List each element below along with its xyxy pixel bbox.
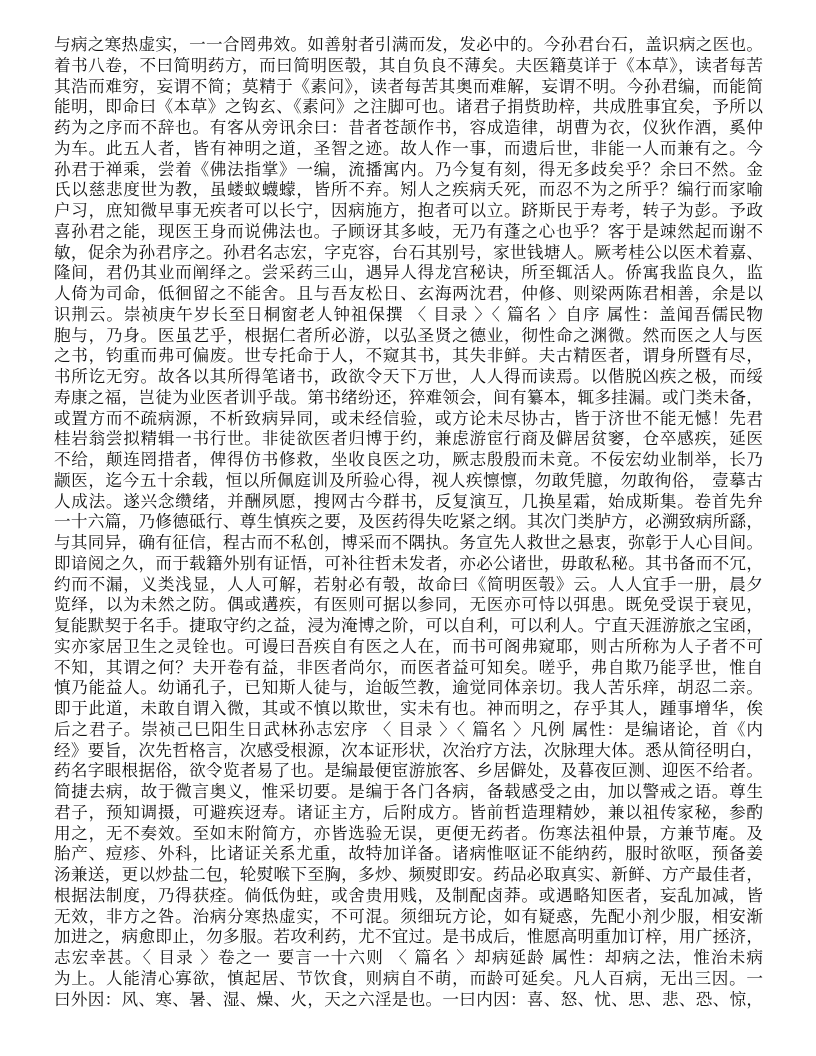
text-line: 与病之寒热虚实，一一合罔弗效。如善射者引满而发，发必中的。今孙君台石，盖识病之医也。	[54, 35, 763, 54]
text-line: 识荆云。崇祯庚午岁长至日桐窗老人钟祖保撰 〈 目录 〉〈 篇名 〉自序 属性：盖闻吾儒民物	[54, 304, 763, 324]
text-line: 根据法制度，乃得获痊。倘低伪蛀，或舍贵用贱，及制配卤莽。或遇略知医者，妄乱加减，皆	[54, 885, 763, 905]
text-line: 为上。人能清心寡欲，慎起居、节饮食，则病自不萌，而龄可延矣。凡人百病，无出三因。一	[54, 968, 763, 988]
text-line: 用之，无不奏效。至如末附简方，亦皆选验无误，更便无药者。伤寒法祖仲景，方兼节庵。及	[54, 823, 763, 843]
text-line: 人倚为司命，低徊留之不能舍。且与吾友松日、玄海两沈君，仲修、则梁两陈君相善，余是以	[54, 284, 763, 303]
text-line: 孙君于禅乘，尝着《佛法指掌》一编，流播寓内。乃今复有刻，得无多歧矣乎？余曰不然。金	[54, 159, 763, 179]
text-line: 药为之序而不辞也。有客从旁讯余曰：昔者苍颉作书，容成造律，胡曹为衣，仪狄作酒，奚仲	[54, 118, 763, 137]
text-line: 览绎，以为未然之防。偶或遘疾，有医则可据以参同，无医亦可恃以弭患。既免受误于衰见，	[54, 595, 763, 615]
text-line: 人成法。遂兴念缵绪，并酬夙愿，搜网古今群书，反复演互，几换星霜，始成斯集。卷首先弁	[54, 491, 763, 511]
text-line: 约而不漏，义类浅显，人人可解，若射必有彀，故命曰《简明医彀》云。人人宜手一册，晨夕	[54, 574, 763, 594]
text-line: 简捷去病，故于微言奥义，惟采切要。是编于各门各病，备载感受之由，加以警戒之语。尊生	[54, 782, 763, 801]
text-line: 君子，预知调摄，可避疾迓寿。诸证主方，后附成方。皆前哲造理精妙，兼以祖传家秘，参酌	[54, 802, 763, 822]
text-line: 曰外因：风、寒、暑、湿、燥、火，天之六淫是也。一曰内因：喜、怒、忧、思、悲、恐、惊，	[54, 989, 763, 1009]
text-line: 桂岩翁尝拟精辑一书行世。非徒欲医者归博于约，兼虑游宦行商及僻居贫窭，仓卒感疾，延医	[54, 429, 763, 449]
text-line: 着书八卷，不曰简明药方，而曰简明医彀，其自负良不薄矣。夫医籍莫详于《本草》，读者每苦	[54, 55, 763, 75]
text-line: 后之君子。崇祯己巳阳生日武林孙志宏序 〈 目录 〉〈 篇名 〉凡例 属性：是编诸论，首《内	[54, 719, 763, 739]
text-line: 加进之，病愈即止，勿多服。若攻利药，尤不宜过。是书成后，惟愿高明重加订梓，用广拯济，	[54, 927, 763, 947]
text-line: 汤兼送，更以炒盐二包，轮熨喉下至胸，多炒、频熨即安。药品必取真实、新鲜、方产最佳者，	[54, 865, 763, 884]
text-line: 为车。此五人者，皆有神明之道，圣智之迹。故人作一事，而遗后世，非能一人而兼有之。今	[54, 138, 763, 158]
text-line: 敏，促余为孙君序之。孙君名志宏，字克容，台石其别号，家世钱塘人。厥考桂公以医术着嘉、	[54, 242, 763, 262]
text-line: 即于此道，未敢自谓入微，其或不慎以欺世，实未有也。神而明之，存乎其人，踵事增华，俟	[54, 699, 763, 718]
text-line: 颛医，迄今五十余载，恒以所佩庭训及所验心得，视人疾懔懔，勿敢凭臆，勿敢徇俗， 壹摹古	[54, 470, 763, 490]
text-line: 之书，钧重而弗可偏废。世专托命于人，不窥其书，其失非鲜。夫古精医者，谓身所暨有尽，	[54, 346, 763, 366]
text-line: 无效，非方之咎。治病分寒热虚实，不可混。须细玩方论，如有疑惑，先配小剂少服，相安渐	[54, 906, 763, 926]
text-line: 寿康之福，岂徒为业医者训乎哉。第书绪纷还，猝难领会，间有纂本，辄多挂漏。或门类未备，	[54, 387, 763, 407]
text-line: 户习，庶知微早事无疾者可以长宁，因病施方，抱者可以立。跻斯民于寿考，转子为彭。予政	[54, 201, 763, 220]
text-line: 一十六篇，乃修德砥行、尊生慎疾之要，及医药得失吃紧之纲。其次门类胪方，必溯致病所繇，	[54, 512, 763, 532]
text-line: 经》要旨，次先哲格言，次感受根源，次本证形状，次治疗方法，次脉理大体。悉从简径明白，	[54, 740, 763, 760]
text-line: 胞与，乃身。医虽艺乎，根据仁者所必游，以弘圣贤之德业，彻性命之渊微。然而医之人与医	[54, 325, 763, 345]
text-line: 胎产、痘疹、外科，比诸证关系尤重，故特加详备。诸病惟呕证不能纳药，服时欲呕，预备姜	[54, 844, 763, 864]
text-line: 能明，即命曰《本草》之钩玄、《素问》之注脚可也。诸君子捐赀助梓，共成胜事宜矣，予所以	[54, 97, 763, 117]
text-line: 实亦家居卫生之灵铨也。可谩曰吾疾自有医之人在，而书可阁弗窥耶，则古所称为人子者不可	[54, 636, 763, 656]
text-line: 复能默契于名手。捷取守约之益，浸为淹博之阶，可以自利，可以利人。宁直天涯游旅之宝函，	[54, 616, 763, 635]
text-line: 不知，其谓之何？夫开卷有益，非医者尚尔，而医者益可知矣。嗟乎，弗自欺乃能孚世，惟自	[54, 657, 763, 677]
text-line: 氏以慈悲度世为教，虽蝼蚁蠛蠓，皆所不弃。矧人之疾病夭死，而忍不为之所乎？编行而家喻	[54, 180, 763, 200]
text-line: 书所讫无穷。故各以其所得笔诸书，政欲令天下万世，人人得而读焉。以偕脱凶疾之极，而绥	[54, 367, 763, 386]
text-line: 志宏幸甚。〈 目录 〉卷之一 要言一十六则 〈 篇名 〉却病延龄 属性：却病之法，惟治未病	[54, 948, 763, 967]
text-line: 即谙阅之久，而于载籍外别有证悟，可补往哲未发者，亦必公诸世，毋敢私秘。其书备而不冗，	[54, 553, 763, 573]
text-line: 与其同异，确有征信，程古而不私创，博采而不隅执。务宣先人救世之悬衷，弥彰于人心目间。	[54, 533, 763, 552]
text-line: 不给，颠连罔措者，俾得仿书修救，坐收良医之功，厥志殷殷而未竟。不佞宏幼业制举，长乃	[54, 450, 763, 469]
text-line: 慎乃能益人。幼诵孔子，已知斯人徒与，迨皈竺教，逾觉同体亲切。我人苦乐痒，胡忍二亲。	[54, 678, 763, 698]
text-line: 药名字眼根据俗，欲令览者易了也。是编最便宦游旅客、乡居僻处，及暮夜叵测、迎医不给者。	[54, 761, 763, 781]
text-line: 喜孙君之能，现医王身而说佛法也。子顾讶其多岐，无乃有蓬之心也乎？客于是竦然起而谢不	[54, 221, 763, 241]
text-line: 隆间，君仍其业而阐绎之。尝采药三山，遇异人得龙宫秘诀，所至辄活人。侨寓我监良久，监	[54, 263, 763, 283]
text-line: 或置方而不疏病源，不析致病异同，或未经信验，或方论未尽协古，皆于济世不能无憾！先君	[54, 408, 763, 428]
text-line: 其浩而难穷，妄谓不简；莫精于《素问》，读者每苦其奥而难解，妄谓不明。今孙君编，而能简	[54, 76, 763, 96]
document-page	[54, 35, 763, 1010]
